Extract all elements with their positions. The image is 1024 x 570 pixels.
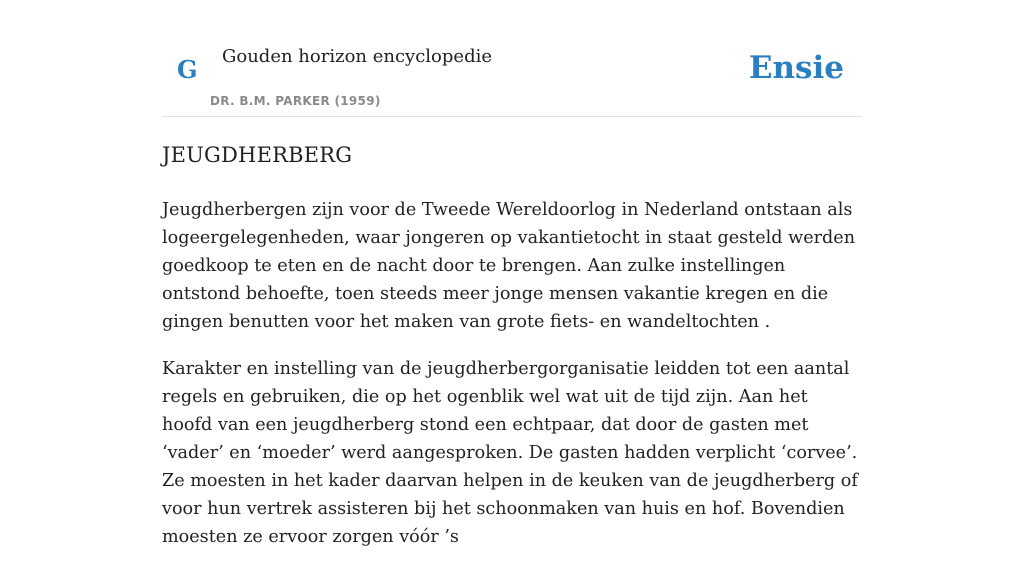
entry-content — [162, 140, 862, 570]
entry-paragraph: Jeugdherbergen zijn voor de Tweede Wereldoorlog in Nederland ontstaan als logeergelegenheden, waar jongeren op vakantietocht in staat gesteld werden goedkoop te eten en de nacht door te brengen. Aan zulke instellingen ontstond behoefte, toen steeds meer jonge mensen vakantie kregen en die gingen benutten voor het maken van grote fiets- en wandeltochten . — [162, 200, 856, 332]
book-logo-link[interactable]: G — [177, 55, 198, 84]
book-author: DR. B.M. PARKER (1959) — [210, 94, 381, 108]
ensie-logo-link[interactable]: Ensie — [748, 50, 844, 86]
page-header — [162, 0, 862, 117]
entry-paragraph: Karakter en instelling van de jeugdherbergorganisatie leidden tot een aantal regels en gebruiken, die op het ogenblik wel wat uit de tijd zijn. Aan het hoofd van een jeugdherberg stond een echtpaar, dat door de gasten met ‘vader’ en ‘moeder’ werd aangesproken. De gasten hadden verplicht ‘corvee’. Ze moesten in het kader daarvan helpen in de keuken van de jeugdherberg of voor hun vertrek assisteren bij het schoonmaken van huis en hof. Bovendien moesten ze ervoor zorgen vóór ’s — [162, 359, 858, 547]
entry-title: JEUGDHERBERG — [162, 143, 353, 167]
book-title[interactable]: Gouden horizon encyclopedie — [222, 46, 492, 67]
